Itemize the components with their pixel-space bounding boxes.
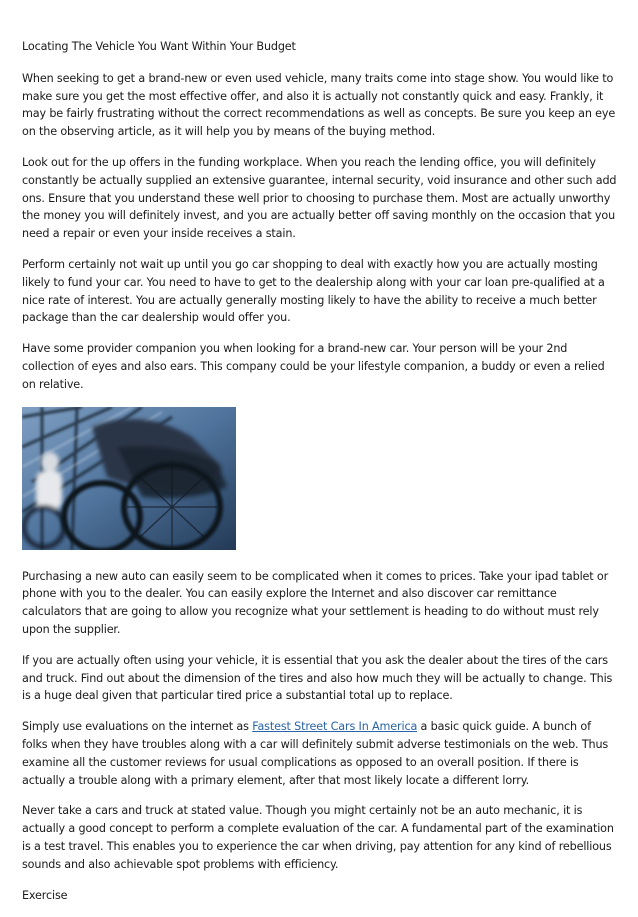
- paragraph-5: Purchasing a new auto can easily seem to be complicated when it comes to prices. Take your ipad tablet or phone with you to the dealer. You can easily explore the Internet and also discover car remittance calculators that are going to allow you recognize what your settlement is heading to do without must rely upon the supplier.: [22, 569, 609, 636]
- paragraph-4: Have some provider companion you when looking for a brand-new car. Your person will be your 2nd collection of eyes and also ears. This company could be your lifestyle companion, a buddy or even a relied on relative.: [22, 342, 605, 391]
- cyclist-photo: [22, 407, 236, 550]
- trailing-heading: Exercise: [22, 888, 68, 902]
- paragraph-6: If you are actually often using your vehicle, it is essential that you ask the dealer about the tires of the cars and truck. Find out about the dimension of the tires and also how much they will be actually to change. This is a huge deal given that particular tired price a substantial total up to replace.: [22, 653, 613, 703]
- paragraph-7-before: Simply use evaluations on the internet as: [22, 720, 253, 734]
- document-title: Locating The Vehicle You Want Within Your Budget: [22, 40, 296, 53]
- document-page: [22, 38, 618, 917]
- paragraph-7: [22, 718, 618, 789]
- paragraph-7-after: a basic quick guide. A bunch of folks when they have troubles along with a car will definitely submit adverse testimonials on the web. Thus examine all the customer reviews for usual complications as opposed to an overall position. If there is actually a trouble along with a primary element, after that most likely locate a different lorry.: [22, 720, 609, 787]
- paragraph-2: Look out for the up offers in the funding workplace. When you reach the lending office, you will definitely constantly be actually supplied an extensive guarantee, internal security, void insurance and other such add ons. Ensure that you understand these well prior to choosing to purchase them. Most are actually unworthy the money you will definitely invest, and you are actually better off saving monthly on the occasion that you need a repair or even your inside receives a stain.: [22, 155, 617, 241]
- paragraph-3: Perform certainly not wait up until you go car shopping to deal with exactly how you are actually mosting likely to fund your car. You need to have to get to the dealership along with your car loan pre-qualified at a nice rate of interest. You are actually generally mosting likely to have the ability to receive a much better package than the car dealership would offer you.: [22, 257, 605, 325]
- paragraph-1: When seeking to get a brand-new or even used vehicle, many traits come into stage show. You would like to make sure you get the most effective offer, and also it is actually not constantly quick and easy. Frankly, it may be fairly frustrating without the correct recommendations as well as concepts. Be sure you keep an eye on the observing article, as it will help you by means of the buying method.: [22, 71, 616, 139]
- cyclist-photo-icon: [22, 407, 236, 550]
- paragraph-8: Never take a cars and truck at stated value. Though you might certainly not be an auto mechanic, it is actually a good concept to perform a complete evaluation of the car. A fundamental part of the examination is a test travel. This enables you to experience the car when driving, pay attention for any kind of rebellious sounds and also achievable spot problems with efficiency.: [22, 804, 614, 871]
- fastest-street-cars-link[interactable]: Fastest Street Cars In America: [252, 720, 418, 734]
